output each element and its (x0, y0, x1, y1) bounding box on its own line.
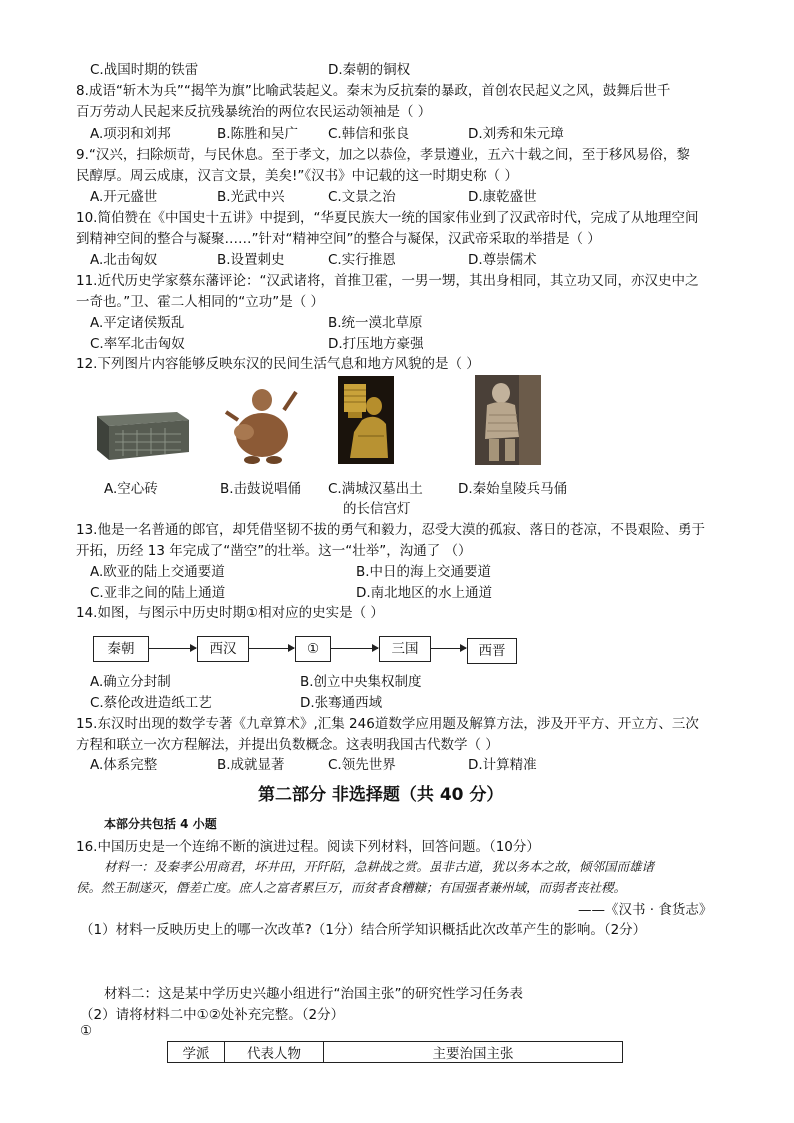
timeline-box-blank-1: ① (295, 636, 331, 662)
q15-stem-1: 15.东汉时出现的数学专著《九章算术》,汇集 246道数学应用题及解算方法，涉及开平方、开立方、三次 (76, 716, 699, 732)
q12-option-b: B.击鼓说唱俑 (220, 481, 302, 497)
q10-option-b: B.设置刺史 (217, 252, 285, 268)
timeline-arrow (330, 648, 378, 649)
q14-option-d: D.张骞通西域 (300, 695, 383, 711)
q13-option-c: C.亚非之间的陆上通道 (90, 585, 226, 601)
q13-stem-2: 开拓，历经 13 年完成了“凿空”的壮举。这一“壮举”，沟通了 （） (76, 543, 472, 559)
q16-stem: 16.中国历史是一个连绵不断的演进过程。阅读下列材料，回答问题。（10分） (76, 839, 540, 855)
table-header-row (168, 1042, 623, 1063)
q13-option-d: D.南北地区的水上通道 (356, 585, 493, 601)
q15-option-c: C.领先世界 (328, 757, 396, 773)
q11-option-a: A.平定诸侯叛乱 (90, 315, 185, 331)
drum-storyteller-figurine-image (222, 380, 300, 466)
q8-option-d: D.刘秀和朱元璋 (468, 126, 564, 142)
part-two-note: 本部分共包括 4 小题 (104, 817, 217, 831)
q7-option-d: D.秦朝的铜权 (328, 62, 411, 78)
q9-stem-2: 民醇厚。周云成康，汉言文景，美矣!”《汉书》中记载的这一时期史称（ ） (76, 168, 518, 184)
q15-option-d: D.计算精准 (468, 757, 537, 773)
q12-option-c-line2: 的长信宫灯 (343, 501, 411, 517)
governance-task-table (167, 1041, 623, 1063)
q14-option-a: A.确立分封制 (90, 674, 171, 690)
q9-stem-1: 9.“汉兴，扫除烦苛，与民休息。至于孝文，加之以恭俭，孝景遵业，五六十载之间，至于移风易俗，黎 (76, 147, 690, 163)
timeline-box-western-han: 西汉 (197, 636, 249, 662)
q13-stem-1: 13.他是一名普通的郎官，却凭借坚韧不拔的勇气和毅力，忍受大漠的孤寂、落日的苍凉，不畏艰险、勇于 (76, 522, 705, 538)
q8-option-c: C.韩信和张良 (328, 126, 410, 142)
table-header-school: 学派 (168, 1042, 225, 1063)
q13-option-a: A.欧亚的陆上交通要道 (90, 564, 225, 580)
q11-option-d: D.打压地方豪强 (328, 336, 424, 352)
q10-option-c: C.实行推恩 (328, 252, 396, 268)
q8-stem-1: 8.成语“斩木为兵”“揭竿为旗”比喻武装起义。秦末为反抗秦的暴政，首创农民起义之风，鼓舞后世千 (76, 83, 671, 99)
q16-material-1-source: ——《汉书 · 食货志》 (578, 902, 713, 918)
q12-option-c-line1: C.满城汉墓出土 (328, 481, 423, 497)
q16-material-1-line-2: 侯。然王制遂灭，僭差亡度。庶人之富者累巨万，而贫者食糟糠；有国强者兼州域，而弱者丧社稷。 (76, 880, 627, 895)
q10-stem-2: 到精神空间的整合与凝聚……”针对“精神空间”的整合与凝保，汉武帝采取的举措是（ ） (76, 231, 601, 247)
timeline-box-three-kingdoms: 三国 (379, 636, 431, 662)
terracotta-warrior-image (475, 375, 541, 465)
timeline-arrow (148, 648, 196, 649)
q11-stem-1: 11.近代历史学家蔡东藩评论：“汉武诸将，首推卫霍，一男一甥，其出身相同，其立功又同，亦汉史中之 (76, 273, 699, 289)
timeline-arrow (430, 648, 466, 649)
timeline-box-western-jin: 西晋 (467, 638, 517, 664)
q12-option-d: D.秦始皇陵兵马俑 (458, 481, 568, 497)
q7-option-c: C.战国时期的铁雷 (90, 62, 199, 78)
q11-stem-2: 一奇也。”卫、霍二人相同的“立功”是（ ） (76, 294, 325, 310)
q15-stem-2: 方程和联立一次方程解法，并提出负数概念。这表明我国古代数学（ ） (76, 737, 499, 753)
q13-option-b: B.中日的海上交通要道 (356, 564, 492, 580)
q16-material-2: 材料二：这是某中学历史兴趣小组进行“治国主张”的研究性学习任务表 (104, 986, 523, 1002)
q8-option-a: A.项羽和刘邦 (90, 126, 171, 142)
q16-material-1-line-1: 材料一：及秦孝公用商君，坏井田，开阡陌，急耕战之赏。虽非古道，犹以务本之故，倾邻国而雄诸 (104, 859, 655, 874)
q14-option-b: B.创立中央集权制度 (300, 674, 422, 690)
q12-option-a: A.空心砖 (104, 481, 158, 497)
q9-option-d: D.康乾盛世 (468, 189, 537, 205)
q11-option-b: B.统一漠北草原 (328, 315, 423, 331)
hollow-brick-image (93, 404, 193, 464)
q8-stem-2: 百万劳动人民起来反抗残暴统治的两位农民运动领袖是（ ） (76, 104, 432, 120)
q12-stem: 12.下列图片内容能够反映东汉的民间生活气息和地方风貌的是（ ） (76, 356, 480, 372)
table-header-main-claim: 主要治国主张 (324, 1042, 623, 1063)
timeline-box-qin: 秦朝 (93, 636, 149, 662)
part-two-heading: 第二部分 非选择题（共 40 分） (258, 785, 504, 805)
q16-question-1: （1）材料一反映历史上的哪一次改革?（1分）结合所学知识概括此次改革产生的影响。（2分） (80, 922, 647, 938)
q10-stem-1: 10.简伯赞在《中国史十五讲》中提到，“华夏民族大一统的国家伟业到了汉武帝时代，完成了从地理空间 (76, 210, 699, 226)
q9-option-b: B.光武中兴 (217, 189, 285, 205)
q9-option-a: A.开元盛世 (90, 189, 158, 205)
q16-question-2: （2）请将材料二中①②处补充完整。（2分） (80, 1007, 345, 1023)
q14-option-c: C.蔡伦改进造纸工艺 (90, 695, 212, 711)
q9-option-c: C.文景之治 (328, 189, 396, 205)
table-header-representative: 代表人物 (225, 1042, 324, 1063)
q15-option-b: B.成就显著 (217, 757, 285, 773)
answer-marker-1: ① (80, 1023, 93, 1039)
q10-option-d: D.尊崇儒术 (468, 252, 537, 268)
q8-option-b: B.陈胜和吴广 (217, 126, 299, 142)
timeline-arrow (248, 648, 294, 649)
q11-option-c: C.率军北击匈奴 (90, 336, 185, 352)
q14-stem: 14.如图，与图示中历史时期①相对应的史实是（ ） (76, 605, 384, 621)
q10-option-a: A.北击匈奴 (90, 252, 158, 268)
q15-option-a: A.体系完整 (90, 757, 158, 773)
changxin-palace-lamp-image (338, 376, 394, 464)
